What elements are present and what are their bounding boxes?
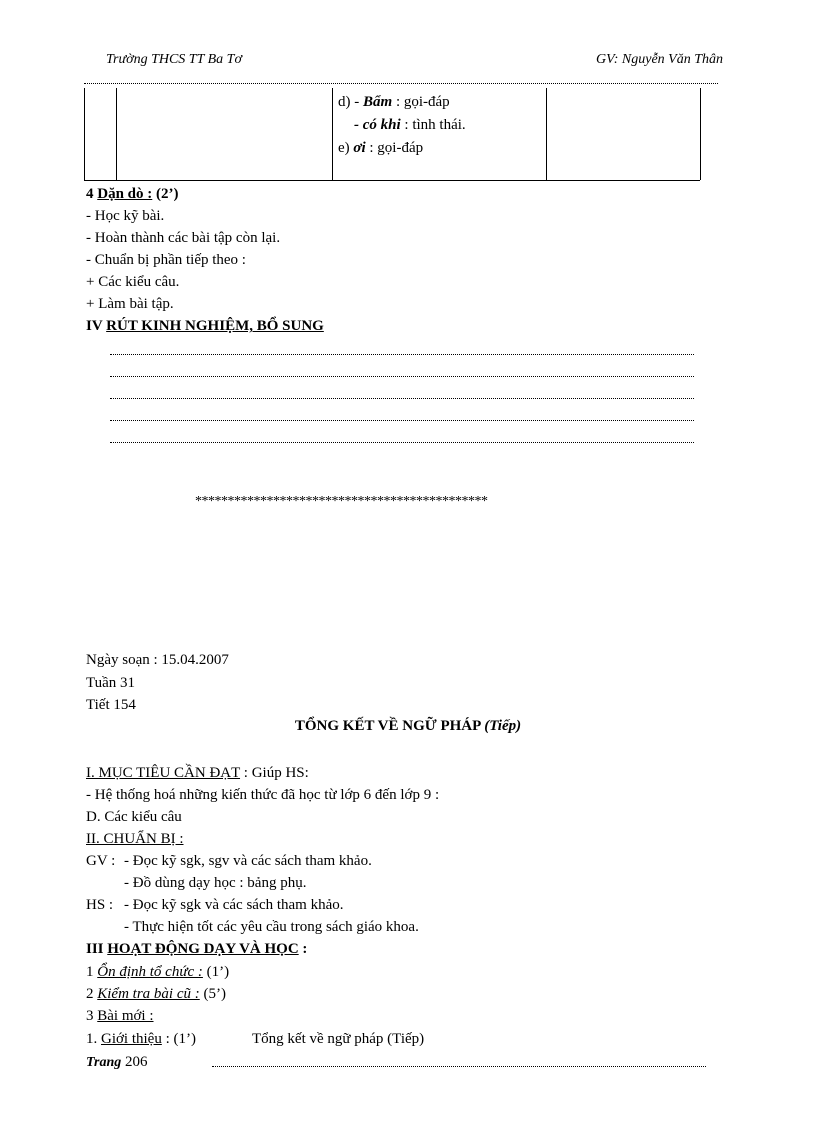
footer-divider [212, 1066, 706, 1067]
objectives-line: D. Các kiểu câu [86, 809, 182, 825]
hs-label: HS : [86, 897, 114, 913]
star-separator: ********************************************* [195, 494, 488, 509]
objectives-line: - Hệ thống hoá những kiến thức đã học từ lớp 6 đến lớp 9 : [86, 787, 440, 803]
header-teacher: GV: Nguyễn Văn Thân [596, 52, 724, 67]
page-title: TỔNG KẾT VỀ NGỮ PHÁP (Tiếp) [294, 718, 522, 734]
header-divider [84, 83, 718, 84]
lesson-week: Tuần 31 [86, 675, 136, 691]
section-iv-heading: IV RÚT KINH NGHIỆM, BỔ SUNG [86, 318, 324, 334]
intro-text: Tổng kết về ngữ pháp (Tiếp) [252, 1031, 425, 1047]
hs-item: - Thực hiện tốt các yêu cầu trong sách giáo khoa. [124, 919, 419, 935]
table-line-d2: - có khi : tình thái. [354, 117, 466, 133]
blank-line [110, 376, 694, 377]
homework-item: - Chuẩn bị phần tiếp theo : [86, 252, 246, 268]
step-3: 3 Bài mới : [86, 1008, 154, 1024]
hs-item: - Đọc kỹ sgk và các sách tham khảo. [124, 897, 344, 913]
gv-label: GV : [86, 853, 116, 869]
gv-item: - Đồ dùng dạy học : bảng phụ. [124, 875, 307, 891]
blank-line [110, 398, 694, 399]
gv-item: - Đọc kỹ sgk, sgv và các sách tham khảo. [124, 853, 372, 869]
homework-item: + Làm bài tập. [86, 296, 174, 312]
header-school: Trường THCS TT Ba Tơ [106, 52, 242, 67]
table-line-d: d) - Bẩm : gọi-đáp [338, 94, 450, 110]
homework-item: - Học kỹ bài. [86, 208, 165, 224]
homework-item: - Hoàn thành các bài tập còn lại. [86, 230, 281, 246]
homework-heading: 4 Dặn dò : (2’) [86, 186, 179, 202]
page-footer: Trang 206 [86, 1054, 148, 1070]
objectives-heading: I. MỤC TIÊU CẦN ĐẠT : Giúp HS: [86, 765, 309, 781]
lesson-date: Ngày soạn : 15.04.2007 [86, 652, 229, 668]
intro-line: 1. Giới thiệu : (1’) [86, 1031, 196, 1047]
step-2: 2 Kiểm tra bài cũ : (5’) [86, 986, 226, 1002]
table-line-e: e) ơi : gọi-đáp [338, 140, 424, 156]
homework-item: + Các kiểu câu. [86, 274, 180, 290]
blank-line [110, 354, 694, 355]
activities-heading: III HOẠT ĐỘNG DẠY VÀ HỌC : [86, 941, 308, 957]
blank-line [110, 420, 694, 421]
blank-line [110, 442, 694, 443]
lesson-period: Tiết 154 [86, 697, 136, 713]
step-1: 1 Ổn định tổ chức : (1’) [86, 964, 230, 980]
preparation-heading: II. CHUẨN BỊ : [86, 831, 184, 847]
